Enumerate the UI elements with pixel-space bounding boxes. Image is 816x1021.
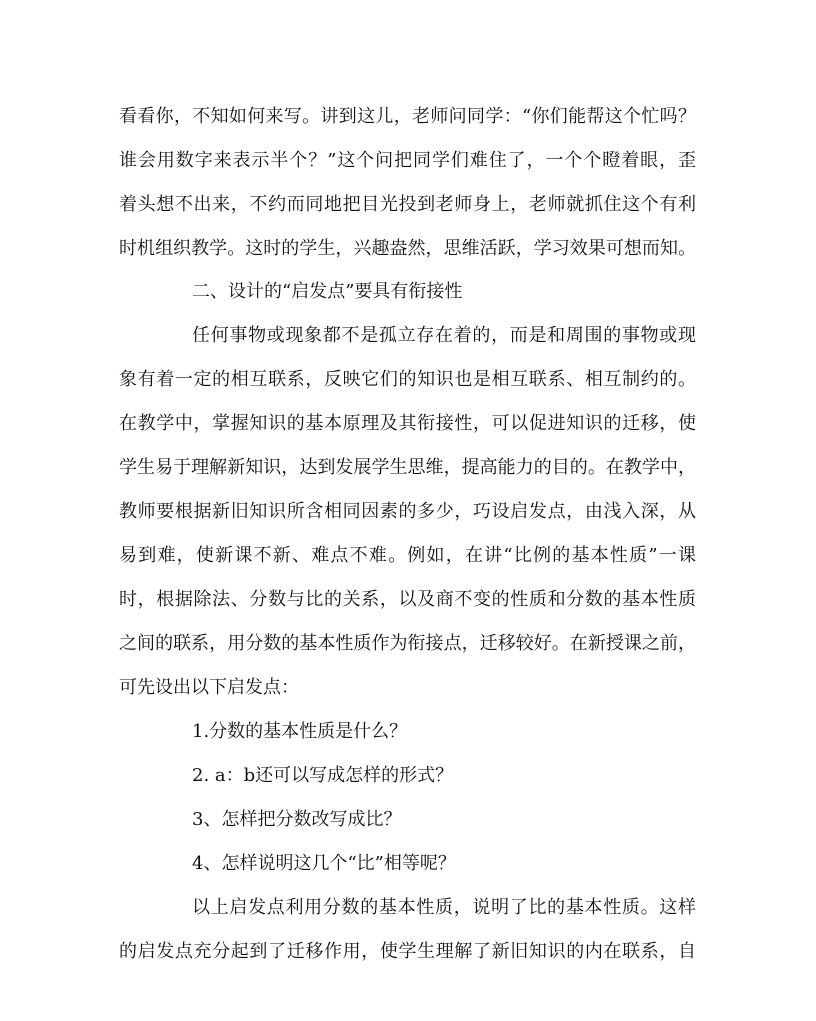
intro-line-4: 时机组织教学。这时的学生，兴趣盎然，思维活跃，学习效果可想而知。	[119, 238, 696, 259]
question-4: 4、怎样说明这几个“比”相等呢？	[192, 853, 456, 874]
closing-line-2: 的启发点充分起到了迁移作用，使学生理解了新旧知识的内在联系，自	[119, 941, 696, 962]
main-line-2: 象有着一定的相互联系，反映它们的知识也是相互联系、相互制约的。	[119, 369, 696, 390]
main-line-6: 易到难，使新课不新、难点不难。例如，在讲“比例的基本性质”一课	[119, 545, 696, 566]
closing-line-1: 以上启发点利用分数的基本性质，说明了比的基本性质。这样	[192, 897, 696, 918]
main-line-4: 学生易于理解新知识，达到发展学生思维，提高能力的目的。在教学中，	[119, 457, 696, 478]
intro-line-1: 看看你，不知如何来写。讲到这儿，老师问同学：“你们能帮这个忙吗？	[119, 106, 696, 127]
question-1: 1.分数的基本性质是什么？	[192, 721, 408, 742]
question-2: 2. a：b还可以写成怎样的形式？	[192, 765, 454, 786]
main-line-8: 之间的联系，用分数的基本性质作为衔接点，迁移较好。在新授课之前，	[119, 633, 696, 654]
question-3: 3、怎样把分数改写成比？	[192, 809, 402, 830]
main-line-7: 时，根据除法、分数与比的关系，以及商不变的性质和分数的基本性质	[119, 589, 696, 610]
main-line-5: 教师要根据新旧知识所含相同因素的多少，巧设启发点，由浅入深，从	[119, 501, 696, 522]
main-line-1: 任何事物或现象都不是孤立存在着的，而是和周围的事物或现	[192, 325, 696, 346]
intro-line-3: 着头想不出来，不约而同地把目光投到老师身上，老师就抓住这个有利	[119, 194, 696, 215]
intro-line-2: 谁会用数字来表示半个？”这个问把同学们难住了，一个个瞪着眼，歪	[119, 150, 696, 171]
main-line-3: 在教学中，掌握知识的基本原理及其衔接性，可以促进知识的迁移，使	[119, 413, 696, 434]
main-line-9: 可先设出以下启发点：	[119, 677, 299, 698]
section-heading: 二、设计的“启发点”要具有衔接性	[192, 281, 463, 302]
